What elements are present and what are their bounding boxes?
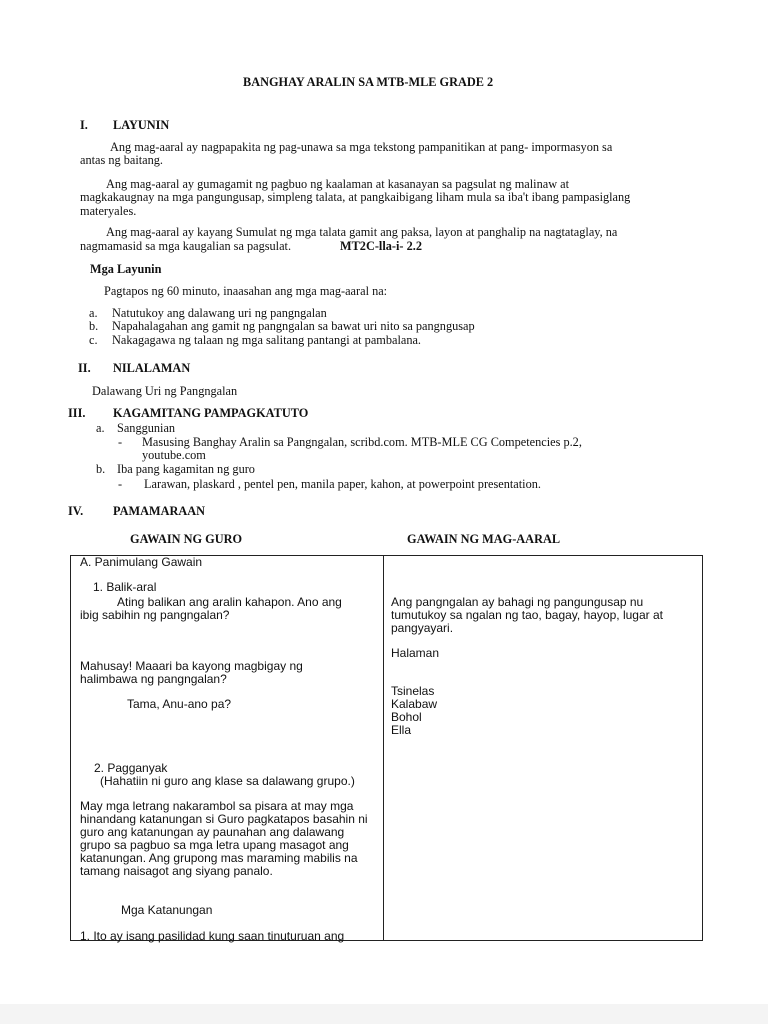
paragraph-2-line: materyales. — [80, 204, 137, 218]
section-2-content: Dalawang Uri ng Pangngalan — [92, 384, 238, 398]
objective-marker: c. — [89, 333, 98, 347]
paragraph-2-line: magkakaugnay na mga pangungusap, simpleng talata, at pangkaibigang liham mula sa iba't ibang pampasiglang — [80, 190, 631, 204]
paragraph-3-line: nagmamasid sa mga kaugalian sa pagsulat. — [80, 239, 292, 253]
item-balik-aral: 1. Balik-aral — [93, 580, 157, 594]
teacher-text: Mga Katanungan — [121, 903, 213, 917]
teacher-text: ibig sabihin ng pangngalan? — [80, 608, 230, 622]
teacher-paragraph-line: grupo sa pagbuo sa mga letra upang masagot ang — [80, 838, 349, 852]
teacher-paragraph-line: guro ang katanungan ay paunahan ang dalawang — [80, 825, 345, 839]
dash-marker: - — [118, 435, 123, 449]
student-text: Ang pangngalan ay bahagi ng pangungusap nu — [391, 595, 644, 609]
competency-code: MT2C-lla-i- 2.2 — [340, 239, 422, 253]
student-text: Halaman — [391, 646, 440, 660]
list-marker: b. — [96, 462, 106, 476]
materials-label: Sanggunian — [117, 421, 176, 435]
student-example: Tsinelas — [391, 684, 435, 698]
teacher-paragraph-line: hinandang katanungan si Guro pagkatapos basahin ni — [80, 812, 368, 826]
objective-text: Natutukoy ang dalawang uri ng pangngalan — [112, 306, 327, 320]
objective-text: Napahalagahan ang gamit ng pangngalan sa bawat uri nito sa pangngusap — [112, 319, 475, 333]
paragraph-1-line: antas ng baitang. — [80, 153, 163, 167]
page-title: BANGHAY ARALIN SA MTB-MLE GRADE 2 — [243, 75, 494, 89]
list-marker: a. — [96, 421, 105, 435]
teacher-text: Mahusay! Maaari ba kayong magbigay ng — [80, 659, 303, 673]
section-2-number: II. — [78, 361, 91, 375]
objective-text: Nakagagawa ng talaan ng mga salitang pantangi at pambalana. — [112, 333, 422, 347]
reference-line: youtube.com — [142, 448, 206, 462]
column-header-magaaral: GAWAIN NG MAG-AARAL — [407, 532, 561, 546]
paragraph-1-line: Ang mag-aaral ay nagpapakita ng pag-unawa sa mga tekstong pampanitikan at pang- impormasyon sa — [110, 140, 613, 154]
teacher-text: halimbawa ng pangngalan? — [80, 672, 227, 686]
table-subheading: A. Panimulang Gawain — [80, 555, 203, 569]
section-4-heading: PAMAMARAAN — [113, 504, 205, 518]
section-3-number: III. — [68, 406, 86, 420]
student-example: Bohol — [391, 710, 422, 724]
teacher-paragraph-line: May mga letrang nakarambol sa pisara at may mga — [80, 799, 354, 813]
objective-marker: a. — [89, 306, 98, 320]
section-1-heading: LAYUNIN — [113, 118, 170, 132]
teacher-text: Tama, Anu-ano pa? — [127, 697, 232, 711]
student-text: pangyayari. — [391, 621, 454, 635]
materials-label: Iba pang kagamitan ng guro — [117, 462, 255, 476]
page-bottom-margin — [0, 1004, 768, 1024]
objective-marker: b. — [89, 319, 99, 333]
teacher-paragraph-line: katanungan. Ang grupong mas maraming mabilis na — [80, 851, 358, 865]
reference-line: Masusing Banghay Aralin sa Pangngalan, scribd.com. MTB-MLE CG Competencies p.2, — [142, 435, 582, 449]
section-4-number: IV. — [68, 504, 84, 518]
sub-heading: Mga Layunin — [90, 262, 162, 276]
teacher-paragraph-line: tamang naisagot ang siyang panalo. — [80, 864, 273, 878]
column-header-guro: GAWAIN NG GURO — [130, 532, 243, 546]
objectives-intro: Pagtapos ng 60 minuto, inaasahan ang mga mag-aaral na: — [104, 284, 388, 298]
teacher-text: 1. Ito ay isang pasilidad kung saan tinuturuan ang — [80, 929, 345, 943]
table-column-divider — [383, 555, 384, 941]
paragraph-2-line: Ang mag-aaral ay gumagamit ng pagbuo ng kaalaman at kasanayan sa pagsulat ng malinaw at — [106, 177, 570, 191]
teacher-text: (Hahatiin ni guro ang klase sa dalawang grupo.) — [100, 774, 355, 788]
section-3-heading: KAGAMITANG PAMPAGKATUTO — [113, 406, 309, 420]
student-example: Kalabaw — [391, 697, 438, 711]
section-1-number: I. — [80, 118, 88, 132]
dash-marker: - — [118, 477, 123, 491]
teacher-text: Ating balikan ang aralin kahapon. Ano ang — [117, 595, 342, 609]
materials-line: Larawan, plaskard , pentel pen, manila paper, kahon, at powerpoint presentation. — [144, 477, 541, 491]
student-example: Ella — [391, 723, 412, 737]
student-text: tumutukoy sa ngalan ng tao, bagay, hayop, lugar at — [391, 608, 663, 622]
section-2-heading: NILALAMAN — [113, 361, 191, 375]
paragraph-3-line: Ang mag-aaral ay kayang Sumulat ng mga talata gamit ang paksa, layon at panghalip na nagtataglay, na — [106, 225, 618, 239]
item-pagganyak: 2. Pagganyak — [94, 761, 168, 775]
